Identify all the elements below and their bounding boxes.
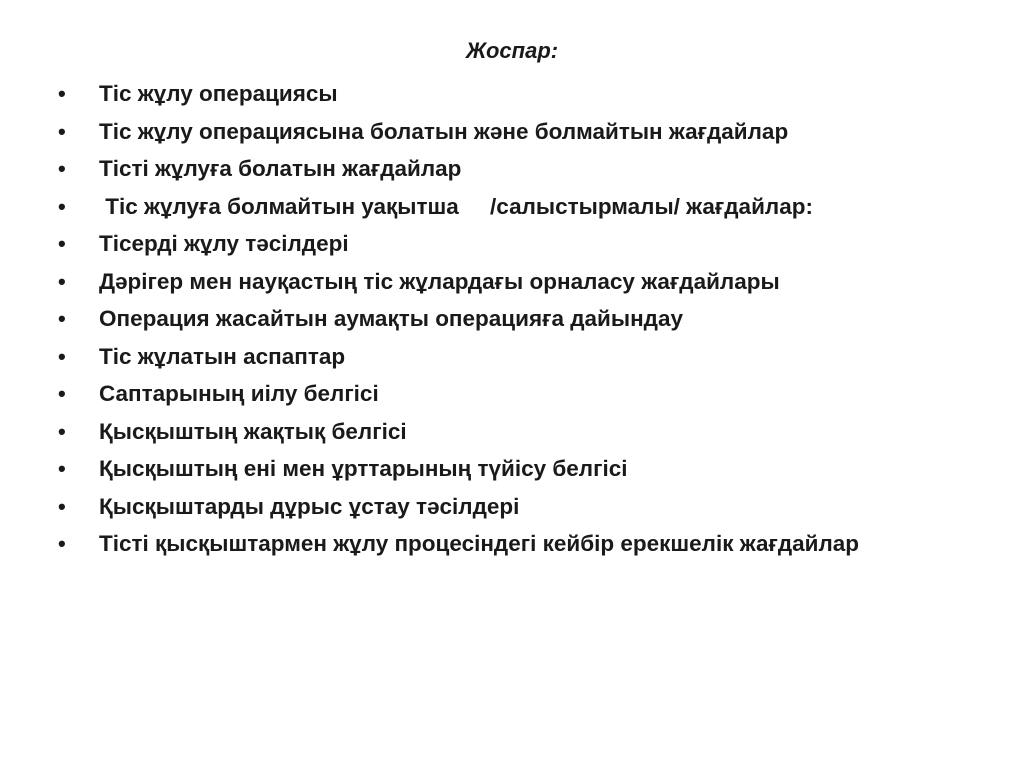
bullet-icon: • bbox=[58, 81, 66, 106]
list-item-text: Қысқыштың ені мен ұрттарының түйісу белгісі bbox=[99, 456, 628, 481]
list-item bbox=[58, 118, 958, 146]
list-item-text: Қысқыштың жақтық белгісі bbox=[99, 418, 407, 444]
bullet-icon: • bbox=[58, 156, 66, 181]
list-item bbox=[58, 493, 958, 521]
list-item-text: Дәрігер мен науқастың тіс жұлардағы орналасу жағдайлары bbox=[99, 268, 780, 294]
bullet-icon: • bbox=[58, 418, 66, 444]
bullet-icon: • bbox=[58, 381, 66, 406]
list-item-text: Тісті жұлуға болатын жағдайлар bbox=[99, 156, 462, 181]
list-item-text: Тіс жұлу операциясы bbox=[99, 81, 338, 106]
list-item bbox=[58, 418, 958, 446]
list-item bbox=[58, 230, 958, 258]
slide-title: Жоспар: bbox=[465, 38, 559, 63]
list-item-text: Тіс жұлатын аспаптар bbox=[99, 343, 346, 369]
bullet-icon: • bbox=[58, 456, 66, 481]
list-item bbox=[58, 455, 958, 483]
bullet-icon: • bbox=[58, 306, 66, 331]
list-item-text: Операция жасайтын аумақты операцияға дайындау bbox=[99, 306, 683, 331]
list-item-text: Қысқыштарды дұрыс ұстау тәсілдері bbox=[99, 493, 520, 519]
list-item bbox=[58, 530, 958, 558]
bullet-icon: • bbox=[58, 268, 66, 294]
bullet-list bbox=[58, 80, 958, 568]
list-item bbox=[58, 380, 958, 408]
list-item bbox=[58, 80, 958, 108]
list-item-text: Тіс жұлуға болмайтын уақытша /салыстырмалы/ жағдайлар: bbox=[99, 193, 813, 219]
bullet-icon: • bbox=[58, 193, 66, 219]
bullet-icon: • bbox=[58, 493, 66, 519]
list-item bbox=[58, 268, 958, 296]
list-item bbox=[58, 155, 958, 183]
list-item-text: Тіс жұлу операциясына болатын және болмайтын жағдайлар bbox=[99, 118, 789, 144]
list-item-text: Саптарының иілу белгісі bbox=[99, 381, 379, 406]
bullet-icon: • bbox=[58, 118, 66, 144]
bullet-icon: • bbox=[58, 531, 66, 556]
bullet-icon: • bbox=[58, 231, 66, 256]
list-item-text: Тісті қысқыштармен жұлу процесіндегі кейбір ерекшелік жағдайлар bbox=[99, 531, 860, 556]
list-item bbox=[58, 193, 958, 221]
list-item bbox=[58, 305, 958, 333]
bullet-icon: • bbox=[58, 343, 66, 369]
list-item bbox=[58, 343, 958, 371]
list-item-text: Тісерді жұлу тәсілдері bbox=[99, 231, 349, 256]
